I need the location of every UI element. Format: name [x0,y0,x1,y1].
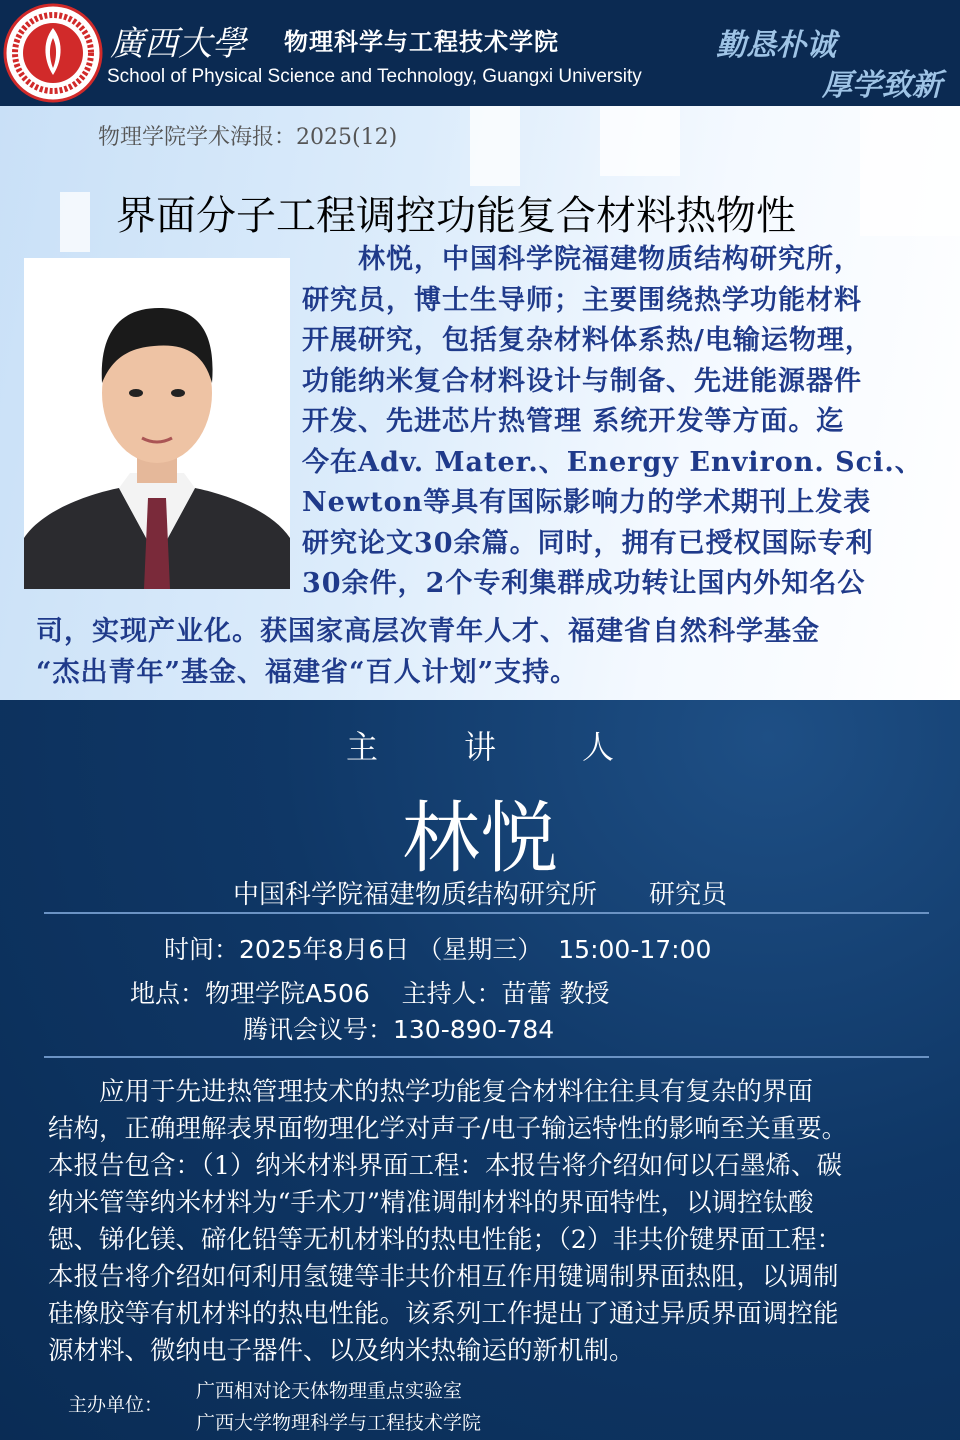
text-line: 研究论文30余篇。同时，拥有已授权国际专利 [302,527,874,559]
organizer-label: 主办单位： [68,1394,164,1416]
speaker-bio-right [302,240,923,605]
talk-abstract [48,1074,847,1370]
university-name-cn: 廣西大學 [110,24,246,64]
decor-cross [470,106,520,186]
organizer: 广西相对论天体物理重点实验室 [196,1380,463,1402]
text-line: 本报告包含：（1）纳米材料界面工程：本报告将介绍如何以石墨烯、碳 [48,1151,842,1181]
motto-line-2: 厚学致新 [822,68,942,103]
school-name-en: School of Physical Science and Technology, Guangxi University [107,66,642,87]
text-line: 今在Adv. Mater.、Energy Environ. Sci.、 [302,446,923,478]
text-line: “杰出青年”基金、福建省“百人计划”支持。 [36,656,579,688]
speaker-photo [24,258,290,589]
text-line: 应用于先进热管理技术的热学功能复合材料往往具有复杂的界面 [48,1077,814,1107]
divider [44,1056,929,1058]
text-line: 开发、先进芯片热管理 系统开发等方面。迄 [302,406,845,437]
text-line: 锶、锑化镁、碲化铅等无机材料的热电性能；（2）非共价键界面工程： [48,1225,842,1255]
text-line: 源材料、微纳电子器件、以及纳米热输运的新机制。 [48,1336,635,1366]
school-name-cn: 物理科学与工程技术学院 [284,28,559,56]
talk-time: 时间：2025年8月6日 （星期三） 15:00-17:00 [164,935,712,964]
text-line: 功能纳米复合材料设计与制备、先进能源器件 [302,365,862,397]
speaker-affiliation: 中国科学院福建物质结构研究所 研究员 [232,880,727,910]
text-line: 结构，正确理解表界面物理化学对声子/电子输运特性的影响至关重要。 [48,1114,848,1144]
speaker-name: 林悦 [401,794,558,884]
poster-series-number: 物理学院学术海报：2025(12) [98,125,398,150]
text-line: 30余件，2个专利集群成功转让国内外知名公 [302,568,866,599]
poster-bottom-section [0,700,960,1440]
talk-title: 界面分子工程调控功能复合材料热物性 [116,193,796,239]
text-line: 研究员，博士生导师；主要围绕热学功能材料 [302,284,862,316]
text-line: 纳米管等纳米材料为“手术刀”精准调制材料的界面特性，以调控钛酸 [48,1188,814,1218]
talk-place-host: 地点：物理学院A506 主持人：苗蕾 教授 [130,979,610,1008]
divider [44,912,929,914]
speaker-label: 主讲人 [345,728,700,766]
poster-top-section [0,106,960,700]
meeting-id: 腾讯会议号：130-890-784 [243,1015,555,1044]
text-line: 林悦，中国科学院福建物质结构研究所， [302,244,862,275]
university-logo [3,3,103,103]
text-line: 司，实现产业化。获国家高层次青年人才、福建省自然科学基金 [36,616,820,647]
text-line: 开展研究，包括复杂材料体系热/电输运物理， [302,325,873,356]
text-line: Newton等具有国际影响力的学术期刊上发表 [302,487,872,518]
decor-cross [860,106,960,236]
decor-cross [60,192,90,252]
decor-cross [600,106,680,176]
speaker-bio-full [36,612,820,693]
text-line: 硅橡胶等有机材料的热电性能。该系列工作提出了通过异质界面调控能 [48,1299,839,1329]
organizer: 广西大学物理科学与工程技术学院 [196,1412,482,1434]
text-line: 本报告将介绍如何利用氢键等非共价相互作用键调制界面热阻，以调制 [48,1262,839,1292]
motto-line-1: 勤恳朴诚 [716,28,836,63]
header-banner [0,0,960,106]
